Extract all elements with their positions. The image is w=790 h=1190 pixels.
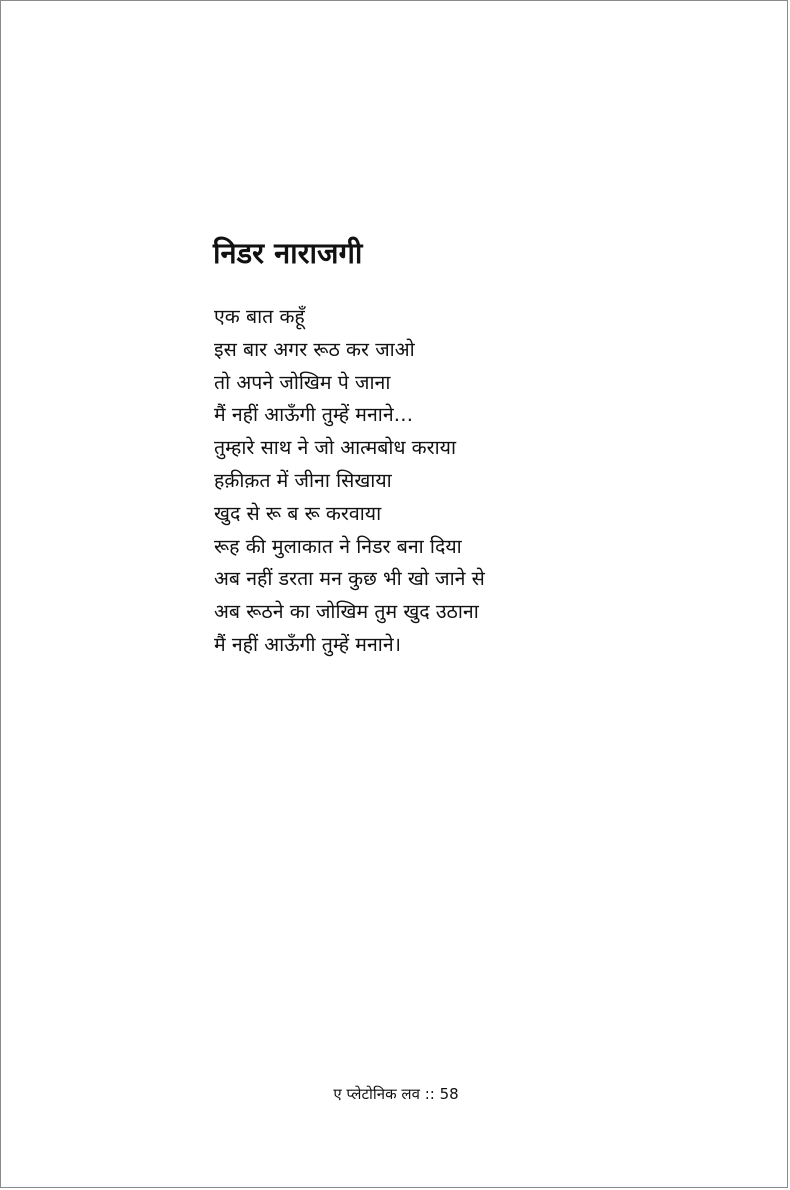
poem-line: एक बात कहूँ — [214, 305, 305, 328]
poem-line: इस बार अगर रूठ कर जाओ — [214, 337, 415, 361]
poem-line: मैं नहीं आऊँगी तुम्हें मनाने। — [214, 632, 402, 656]
poem-line: तो अपने जोखिम पे जाना — [214, 370, 391, 394]
poem-line: हक़ीक़त में जीना सिखाया — [214, 468, 392, 492]
poem-title: निडर नाराजगी — [213, 236, 363, 270]
poem-line: अब नहीं डरता मन कुछ भी खो जाने से — [214, 567, 485, 591]
poem-line: खुद से रू ब रू करवाया — [214, 501, 382, 525]
poem-line: मैं नहीं आऊँगी तुम्हें मनाने… — [214, 403, 414, 427]
poem-line: अब रूठने का जोखिम तुम खुद उठाना — [214, 600, 479, 624]
poem-line: रूह की मुलाकात ने निडर बना दिया — [214, 534, 462, 558]
poem-line: तुम्हारे साथ ने जो आत्मबोध कराया — [214, 436, 457, 460]
poem-body — [214, 301, 485, 662]
page-footer: ए प्लेटोनिक लव :: 58 — [333, 1085, 459, 1103]
